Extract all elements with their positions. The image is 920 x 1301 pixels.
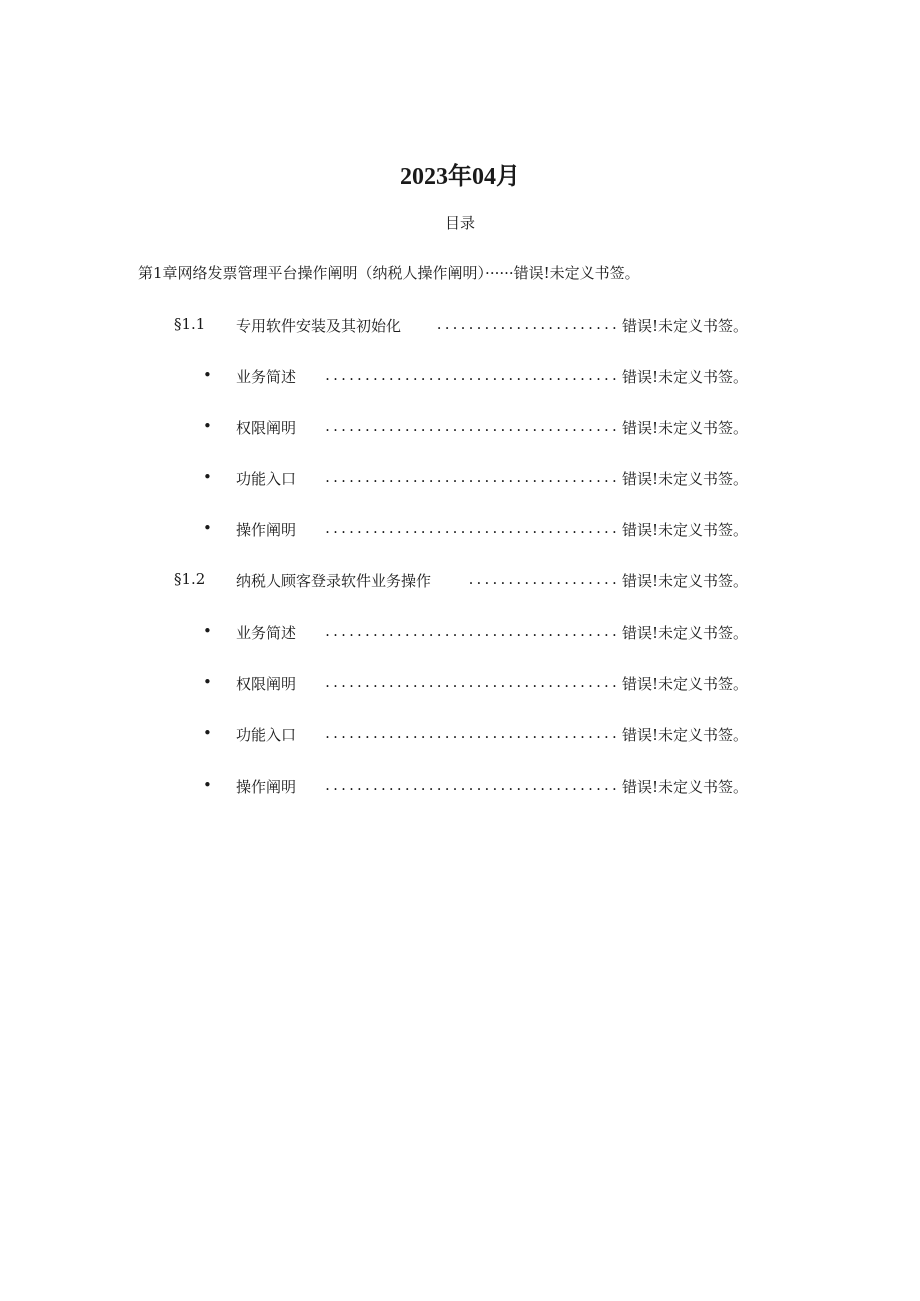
bullet-icon: •: [203, 468, 212, 486]
bullet-icon: •: [203, 622, 212, 640]
entry-label: 功能入口: [236, 726, 297, 744]
bullet-icon: •: [203, 417, 212, 435]
bullet-icon: •: [203, 519, 212, 537]
dot-leader: .....................................: [325, 468, 620, 486]
dot-leader: .....................................: [325, 724, 620, 742]
entry-label: 功能入口: [236, 470, 297, 488]
entry-label: 操作阐明: [236, 521, 297, 539]
toc-section-entry[interactable]: [0, 315, 920, 337]
entry-page-ref: 错误!未定义书签。: [622, 778, 749, 796]
dot-leader: ...................: [468, 570, 620, 588]
toc-item-entry[interactable]: [0, 417, 920, 439]
section-number: §1.2: [174, 570, 206, 588]
toc-item-entry[interactable]: [0, 519, 920, 541]
entry-page-ref: 错误!未定义书签。: [622, 317, 749, 335]
entry-page-ref: 错误!未定义书签。: [622, 419, 749, 437]
bullet-icon: •: [203, 673, 212, 691]
entry-page-ref: 错误!未定义书签。: [622, 572, 749, 590]
entry-page-ref: 错误!未定义书签。: [622, 675, 749, 693]
entry-label: 操作阐明: [236, 778, 297, 796]
toc-item-entry[interactable]: [0, 366, 920, 388]
dot-leader: .....................................: [325, 366, 620, 384]
toc-item-entry[interactable]: [0, 724, 920, 746]
entry-page-ref: 错误!未定义书签。: [622, 470, 749, 488]
bullet-icon: •: [203, 724, 212, 742]
entry-page-ref: 错误!未定义书签。: [622, 521, 749, 539]
dot-leader: .....................................: [325, 673, 620, 691]
document-date: 2023年04月: [400, 164, 520, 190]
entry-label: 权限阐明: [236, 419, 297, 437]
entry-label: 业务简述: [236, 368, 297, 386]
entry-label: 专用软件安装及其初始化: [236, 317, 402, 335]
toc-section-entry[interactable]: [0, 570, 920, 592]
toc-item-entry[interactable]: [0, 776, 920, 798]
toc-title: 目录: [444, 214, 475, 232]
entry-page-ref: 错误!未定义书签。: [622, 726, 749, 744]
dot-leader: .....................................: [325, 417, 620, 435]
section-number: §1.1: [174, 315, 206, 333]
entry-label: 纳税人顾客登录软件业务操作: [236, 572, 432, 590]
toc-item-entry[interactable]: [0, 622, 920, 644]
entry-label: 业务简述: [236, 624, 297, 642]
toc-item-entry[interactable]: [0, 673, 920, 695]
dot-leader: .......................: [436, 315, 620, 333]
dot-leader: .....................................: [325, 776, 620, 794]
toc-chapter-entry[interactable]: 第1章网络发票管理平台操作阐明（纳税人操作阐明）······错误!未定义书签。: [138, 264, 640, 282]
entry-label: 权限阐明: [236, 675, 297, 693]
bullet-icon: •: [203, 776, 212, 794]
toc-item-entry[interactable]: [0, 468, 920, 490]
dot-leader: .....................................: [325, 519, 620, 537]
entry-page-ref: 错误!未定义书签。: [622, 368, 749, 386]
entry-page-ref: 错误!未定义书签。: [622, 624, 749, 642]
bullet-icon: •: [203, 366, 212, 384]
dot-leader: .....................................: [325, 622, 620, 640]
